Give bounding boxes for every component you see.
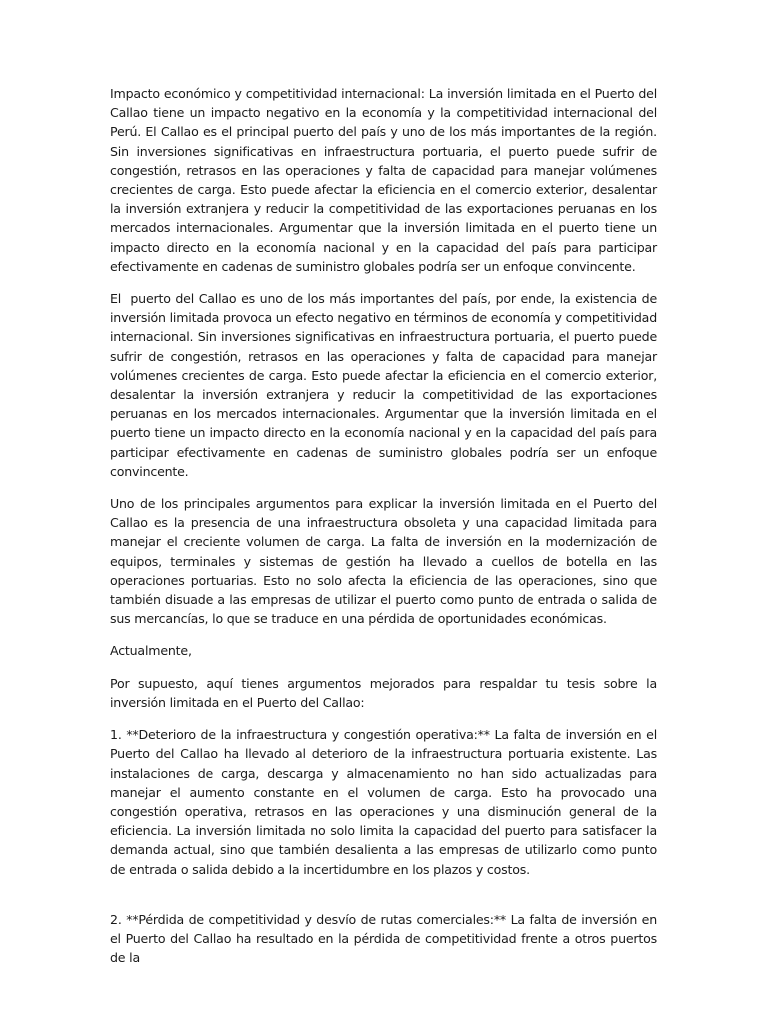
paragraph-argumentos-principales: Uno de los principales argumentos para explicar la inversión limitada en el Puerto del Callao es la presencia de una infraestructura obsoleta y una capacidad limitada para manejar el creciente volumen de carga. La falta de inversión en la modernización de equipos, terminales y sistemas de gestión ha llevado a cuellos de botella en las operaciones portuarias. Esto no solo afecta la eficiencia de las operaciones, sino que también disuade a las empresas de utilizar el puerto como punto de entrada o salida de sus mercancías, lo que se traduce en una pérdida de oportunidades económicas. bbox=[110, 496, 661, 627]
paragraph-introduccion-argumentos: Por supuesto, aquí tienes argumentos mejorados para respaldar tu tesis sobre la inversión limitada en el Puerto del Callao: bbox=[110, 675, 661, 710]
paragraph-puerto-callao: El puerto del Callao es uno de los más importantes del país, por ende, la existencia de inversión limitada provoca un efecto negativo en términos de economía y competitividad internacional. Sin inversiones significativas en infraestructura portuaria, el puerto puede sufrir de congestión, retrasos en las operaciones y falta de capacidad para manejar volúmenes crecientes de carga. Esto puede afectar la eficiencia en el comercio exterior, desalentar la inversión extranjera y reducir la competitividad de las exportaciones peruanas en los mercados internacionales. Argumentar que la inversión limitada en el puerto tiene un impacto directo en la economía nacional y en la capacidad del país para participar efectivamente en cadenas de suministro globales podría ser un enfoque convincente. bbox=[110, 291, 661, 479]
paragraph-argumento-2: 2. **Pérdida de competitividad y desvío de rutas comerciales:** La falta de inversión en el Puerto del Callao ha resultado en la pérdida de competitividad frente a otros puertos de la bbox=[110, 911, 661, 966]
paragraph-actualmente: Actualmente, bbox=[110, 643, 192, 659]
paragraph-argumento-1: 1. **Deterioro de la infraestructura y congestión operativa:** La falta de inversión en el Puerto del Callao ha llevado al deterioro de la infraestructura portuaria existente. Las instalaciones de carga, descarga y almacenamiento no han sido actualizadas para manejar el aumento constante en el volumen de carga. Esto ha provocado una congestión operativa, retrasos en las operaciones y una disminución general de la eficiencia. La inversión limitada no solo limita la capacidad del puerto para satisfacer la demanda actual, sino que también desalienta a las empresas de utilizarlo como punto de entrada o salida debido a la incertidumbre en los plazos y costos. bbox=[110, 727, 661, 877]
document-body bbox=[110, 84, 661, 980]
paragraph-impacto-economico: Impacto económico y competitividad internacional: La inversión limitada en el Puerto del Callao tiene un impacto negativo en la economía y la competitividad internacional del Perú. El Callao es el principal puerto del país y uno de los más importantes de la región. Sin inversiones significativas en infraestructura portuaria, el puerto puede sufrir de congestión, retrasos en las operaciones y falta de capacidad para manejar volúmenes crecientes de carga. Esto puede afectar la eficiencia en el comercio exterior, desalentar la inversión extranjera y reducir la competitividad de las exportaciones peruanas en los mercados internacionales. Argumentar que la inversión limitada en el puerto tiene un impacto directo en la economía nacional y en la capacidad del país para participar efectivamente en cadenas de suministro globales podría ser un enfoque convincente. bbox=[110, 86, 661, 274]
